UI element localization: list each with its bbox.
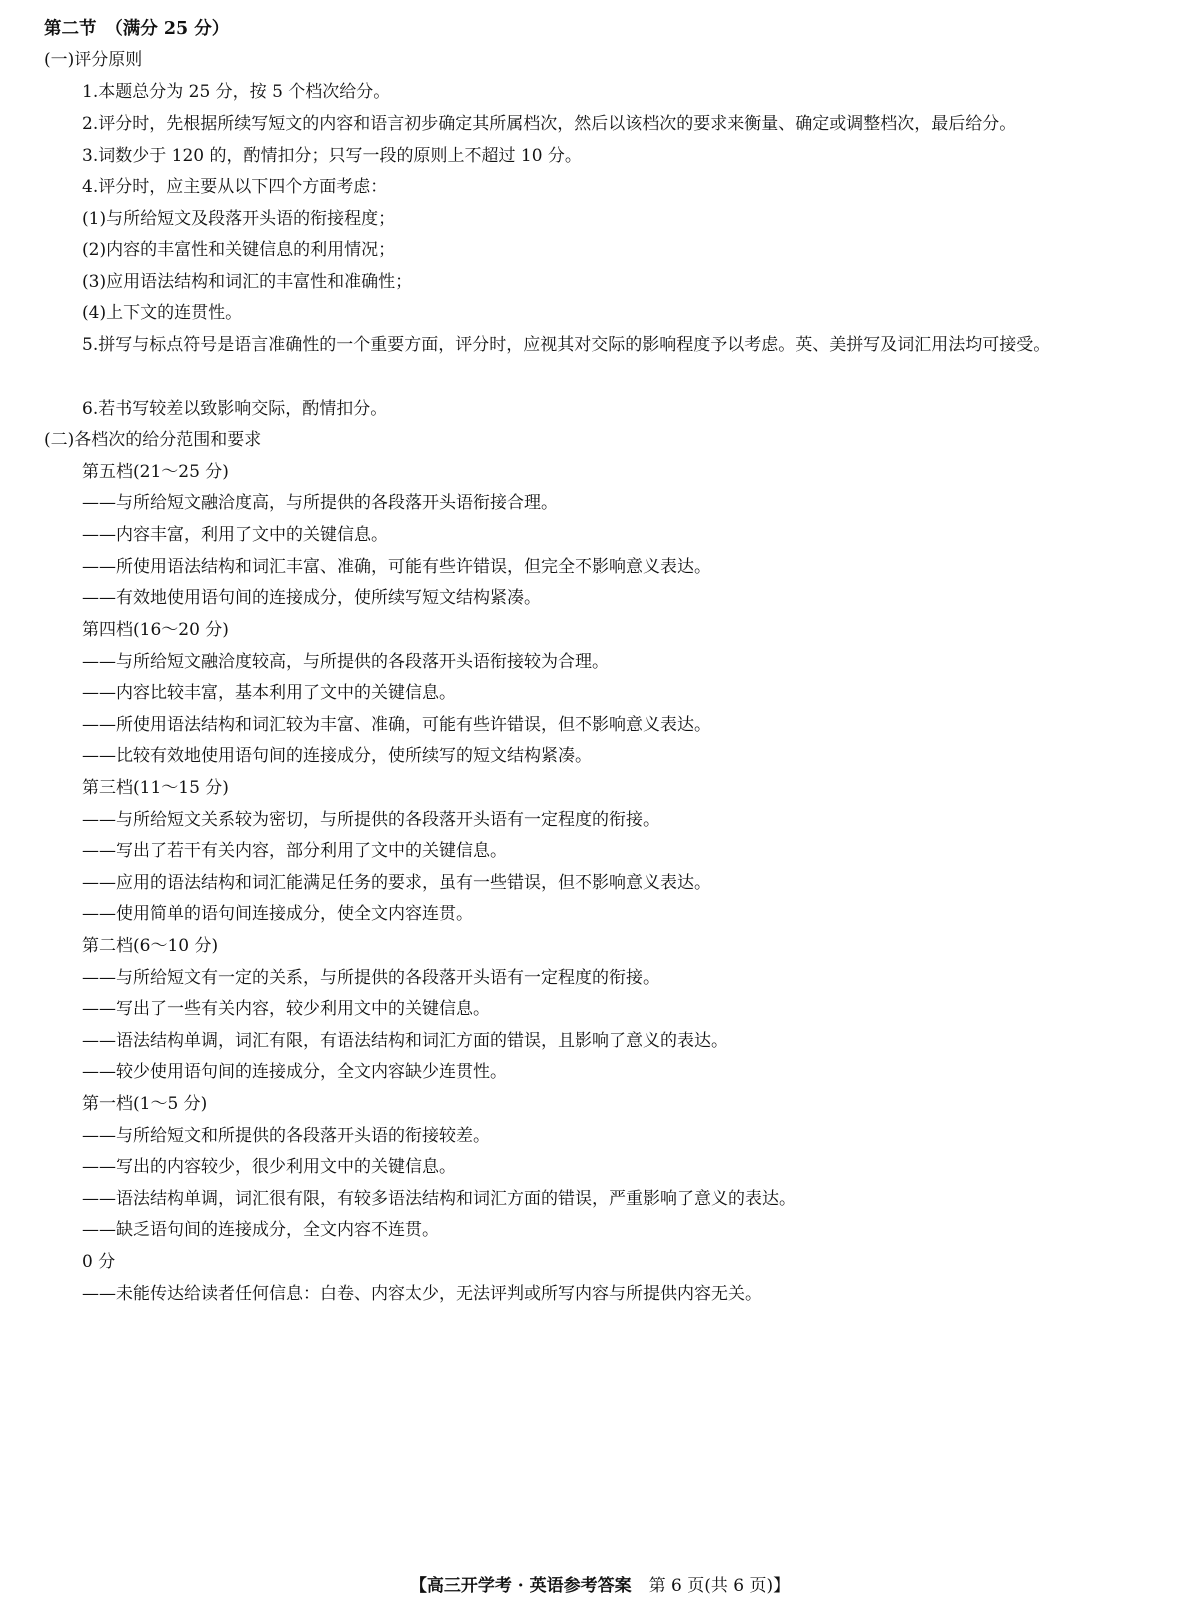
- band-1-label: 第一档(1～5 分): [82, 1094, 208, 1114]
- footer-title: 【高三开学考 · 英语参考答案: [409, 1576, 632, 1596]
- band-4-criterion: ——所使用语法结构和词汇较为丰富、准确，可能有些许错误，但不影响意义表达。: [82, 715, 711, 735]
- band-3-criterion: ——使用简单的语句间连接成分，使全文内容连贯。: [82, 904, 473, 924]
- principle-subitem-1: (1)与所给短文及段落开头语的衔接程度；: [82, 209, 396, 229]
- page-footer: [0, 1574, 1200, 1598]
- principle-subitem-3: (3)应用语法结构和词汇的丰富性和准确性；: [82, 272, 413, 292]
- band-0-label: 0 分: [82, 1252, 116, 1272]
- band-3-criterion: ——与所给短文关系较为密切，与所提供的各段落开头语有一定程度的衔接。: [82, 810, 660, 830]
- band-5-criterion: ——有效地使用语句间的连接成分，使所续写短文结构紧凑。: [82, 588, 541, 608]
- band-5-criterion: ——与所给短文融洽度高，与所提供的各段落开头语衔接合理。: [82, 493, 558, 513]
- part1-title: (一)评分原则: [44, 50, 143, 70]
- band-1-criterion: ——写出的内容较少，很少利用文中的关键信息。: [82, 1157, 456, 1177]
- part2-title: (二)各档次的给分范围和要求: [44, 430, 262, 450]
- band-5-criterion: ——所使用语法结构和词汇丰富、准确，可能有些许错误，但完全不影响意义表达。: [82, 557, 711, 577]
- principle-item-2: 2.评分时，先根据所续写短文的内容和语言初步确定其所属档次，然后以该档次的要求来衡量、确定或调整档次，最后给分。: [82, 114, 1017, 134]
- band-0-criterion: ——未能传达给读者任何信息：白卷、内容太少，无法评判或所写内容与所提供内容无关。: [82, 1284, 762, 1304]
- band-4-criterion: ——内容比较丰富，基本利用了文中的关键信息。: [82, 683, 456, 703]
- band-1-criterion: ——与所给短文和所提供的各段落开头语的衔接较差。: [82, 1126, 490, 1146]
- principle-item-4: 4.评分时，应主要从以下四个方面考虑：: [82, 177, 388, 197]
- principle-item-1: 1.本题总分为 25 分，按 5 个档次给分。: [82, 82, 391, 102]
- band-5-criterion: ——内容丰富，利用了文中的关键信息。: [82, 525, 388, 545]
- band-2-criterion: ——写出了一些有关内容，较少利用文中的关键信息。: [82, 999, 490, 1019]
- band-4-criterion: ——与所给短文融洽度较高，与所提供的各段落开头语衔接较为合理。: [82, 652, 609, 672]
- principle-item-6: 6.若书写较差以致影响交际，酌情扣分。: [82, 399, 388, 419]
- band-3-label: 第三档(11～15 分): [82, 778, 229, 798]
- band-4-criterion: ——比较有效地使用语句间的连接成分，使所续写的短文结构紧凑。: [82, 746, 592, 766]
- principle-subitem-2: (2)内容的丰富性和关键信息的利用情况；: [82, 240, 396, 260]
- band-2-criterion: ——较少使用语句间的连接成分，全文内容缺少连贯性。: [82, 1062, 507, 1082]
- band-5-label: 第五档(21～25 分): [82, 462, 229, 482]
- band-3-criterion: ——应用的语法结构和词汇能满足任务的要求，虽有一些错误，但不影响意义表达。: [82, 873, 711, 893]
- band-1-criterion: ——语法结构单调，词汇很有限，有较多语法结构和词汇方面的错误，严重影响了意义的表达。: [82, 1189, 796, 1209]
- band-2-criterion: ——语法结构单调，词汇有限，有语法结构和词汇方面的错误，且影响了意义的表达。: [82, 1031, 728, 1051]
- band-2-label: 第二档(6～10 分): [82, 936, 219, 956]
- band-1-criterion: ——缺乏语句间的连接成分，全文内容不连贯。: [82, 1220, 439, 1240]
- principle-item-3: 3.词数少于 120 的，酌情扣分；只写一段的原则上不超过 10 分。: [82, 146, 582, 166]
- band-4-label: 第四档(16～20 分): [82, 620, 229, 640]
- band-2-criterion: ——与所给短文有一定的关系，与所提供的各段落开头语有一定程度的衔接。: [82, 968, 660, 988]
- principle-subitem-4: (4)上下文的连贯性。: [82, 303, 243, 323]
- section-title: 第二节 （满分 25 分）: [44, 19, 230, 39]
- footer-page-number: 第 6 页(共 6 页)】: [631, 1576, 791, 1596]
- principle-item-5: 5.拼写与标点符号是语言准确性的一个重要方面，评分时，应视其对交际的影响程度予以考虑。英、美拼写及词汇用法均可接受。: [82, 335, 1051, 355]
- band-3-criterion: ——写出了若干有关内容，部分利用了文中的关键信息。: [82, 841, 507, 861]
